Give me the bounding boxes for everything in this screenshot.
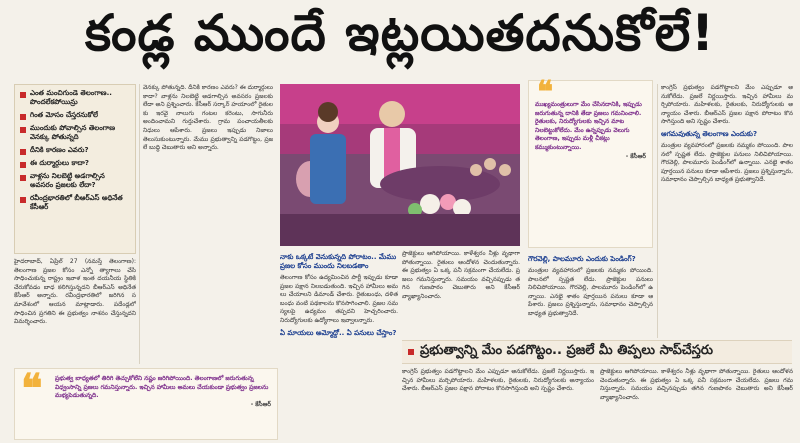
article-column-6: కాంగ్రెస్ ప్రభుత్వం పడగొట్టాలని మేం ఎప్పుడూ అనుకోలేదు. ప్రజలే నిర్ణయిస్తారు. ఇచ్చిన హామీలు మర్చిపోయారు. మహిళలకు, రైతులకు, నిరుద్యోగులకు అన్యాయం చేశారు. బీఆర్‌ఎస్ ప్రజల పక్షాన పోరాటం కొనసాగిస్తుంది అని స్పష్టం చేశారు. ఆగమవుతున్న తెలంగాణ ఎందుకు? మంత్రుల వ్యవహారంలో ప్రజలకు నమ్మకం పోయింది. పాలనలో స్పష్టత లేదు. ప్రాజెక్టుల పనులు నిలిచిపోయాయి. గౌరవెల్లి, పాలమూరు పెండింగ్‌లో ఉన్నాయి. ఎనభై శాతం పూర్తయిన పనులు కూడా ఆపేశారు. ప్రజలు ప్రశ్నిస్తున్నారు, సమాధానం చెప్పాల్సిన బాధ్యత ప్రభుత్వానిదే. bbox=[661, 84, 793, 184]
column-divider bbox=[139, 84, 140, 364]
quote-icon: ❝ bbox=[21, 365, 43, 412]
article-column-2: వెనక్కు పోతున్నది. దీనికి కారణం ఎవరు? ఈ దుర్మార్గులు కాదా? వాళ్లను నిలబెట్టి అడగాల్సిన అవసరం ప్రజలకు లేదా అని ప్రశ్నించారు. కేసీఆర్ సర్కార్ హయాంలో రైతులకు ఇరవై నాలుగు గంటల కరెంటు, సాగునీరు అందించామని గుర్తుచేశారు. గ్రామ పంచాయతీలకు నిధులు ఆపేశారు. ప్రజలు ఇప్పుడు నిజాలు తెలుసుకుంటున్నారు. మేము ప్రభుత్వాన్ని పడగొట్టం, ప్రజలే బుద్ధి చెబుతారు అని అన్నారు. bbox=[143, 84, 273, 152]
bullet-icon bbox=[20, 127, 26, 133]
article-column-3: నాకు ఒక్కటే వెనుకున్నది పోరాటం.. మేము ప్రజల కోసం ముందు నిలబడతాం తెలంగాణ కోసం ఉద్యమించిన పార్టీ ఇప్పుడు కూడా ప్రజల పక్షాన నిలబడుతుంది. ఇచ్చిన హామీలు అమలు చేయాలని డిమాండ్ చేశారు. రైతుబంధు, దళితబంధు వంటి పథకాలను కొనసాగించాలి. ప్రజల సమస్యలపై ఉద్యమం తప్పదని హెచ్చరించారు. నిరుద్యోగులకు ఉద్యోగాలు ఇవ్వాలన్నారు. ఏ మాయలు అమ్మోద్దో.. ఏ పనులు చేస్తాం? bbox=[280, 253, 398, 337]
headline-text: కండ్ల ముందే ఇట్లయితదనుకోలే! bbox=[85, 3, 715, 62]
article-column-1: హైదరాబాద్, ఏప్రిల్ 27 (నమస్తే తెలంగాణ): తెలంగాణ ప్రజల కోసం ఎన్నో త్యాగాలు చేసి సాధించుకున్న రాష్ట్రం ఇవాళ ఇంత దయనీయ స్థితికి చేరుకోవడం బాధ కలిగిస్తున్నదని బీఆర్‌ఎస్ అధినేత కేసీఆర్ అన్నారు. రవీంద్రభారతిలో జరిగిన సమావేశంలో ఆయన మాట్లాడారు. పదేండ్లలో సాధించిన ప్రగతిని ఈ ప్రభుత్వం నాశనం చేస్తున్నదని విమర్శించారు. bbox=[14, 258, 136, 326]
article-column-8: ప్రాజెక్టులు ఆగిపోయాయి. కాళేశ్వరం నీళ్లు వృథాగా పోతున్నాయి. రైతులు ఆందోళన చెందుతున్నారు. ఈ ప్రభుత్వం ఏ ఒక్క పనీ సక్రమంగా చేయలేదు. ప్రజలు గమనిస్తున్నారు. సమయం వచ్చినప్పుడు తగిన గుణపాఠం చెబుతారు అని కేసీఆర్ వ్యాఖ్యానించారు. bbox=[600, 368, 793, 401]
highlights-box bbox=[14, 84, 136, 254]
bullet-icon bbox=[20, 197, 26, 203]
column-divider bbox=[657, 84, 658, 338]
bullet-icon bbox=[20, 175, 26, 181]
highlight-item: రవీంద్రభారతిలో బీఆర్‌ఎస్‌ అధినేత కేసీఆర్‌ bbox=[20, 194, 130, 212]
pull-quote-2: ❝ ముఖ్యమంత్రులుగా మేం చేసినదానికి, ఇప్పుడు జరుగుతున్న దానికి తేడా ప్రజలు గమనించాలి. రైతులకు, నిరుద్యోగులకు ఇచ్చిన మాట నిలబెట్టుకోలేదు. మేం ఉన్నప్పుడు వెలుగు తెలంగాణ, ఇప్పుడు మళ్లీ చీకట్లు కమ్ముకుంటున్నాయి. - కేసీఆర్ bbox=[528, 80, 653, 248]
highlight-item: దీనికి కారణం ఎవరు? bbox=[20, 146, 130, 155]
headline bbox=[0, 0, 800, 78]
bullet-icon bbox=[408, 349, 414, 355]
highlight-item: గింత మోసం చేస్తరనుకోలే bbox=[20, 111, 130, 120]
article-column-4: ప్రాజెక్టులు ఆగిపోయాయి. కాళేశ్వరం నీళ్లు వృథాగా పోతున్నాయి. రైతులు ఆందోళన చెందుతున్నారు. ఈ ప్రభుత్వం ఏ ఒక్క పనీ సక్రమంగా చేయలేదు. ప్రజలు గమనిస్తున్నారు. సమయం వచ్చినప్పుడు తగిన గుణపాఠం చెబుతారు అని కేసీఆర్ వ్యాఖ్యానించారు. bbox=[402, 250, 520, 300]
bullet-icon bbox=[20, 114, 26, 120]
event-photo bbox=[280, 84, 520, 246]
pull-quote-1: ❝ ప్రభుత్వ బాధ్యతలో తిరిగి తెచ్చుకోలేని నష్టం జరిగిపోయింది. తెలంగాణలో జరుగుతున్న విధ్వంసాన్ని ప్రజలు గమనిస్తున్నారు. ఇచ్చిన హామీలు అమలు చేయకుండా ప్రభుత్వం ప్రజలను మభ్యపెడుతున్నది. - కేసీఆర్ bbox=[14, 368, 278, 440]
highlight-item: ఎంత మంచిగుండె తెలంగాణ.. పొందలేకపోయిన్రు bbox=[20, 89, 130, 107]
bullet-icon bbox=[20, 92, 26, 98]
bullet-icon bbox=[20, 149, 26, 155]
highlight-item: వాళ్లను నిలబెట్టి అడగాల్సిన అవసరం ప్రజలకు లేదా? bbox=[20, 172, 130, 190]
highlight-item: ఈ దుర్మార్గులు కాదా? bbox=[20, 159, 130, 168]
highlight-item: ముందుకు పోవాల్సిన తెలంగాణ వెనక్కు పోతున్నది bbox=[20, 124, 130, 142]
article-column-5: గౌరవెల్లి, పాలమూరు ఎందుకు పెండింగ్? మంత్రుల వ్యవహారంలో ప్రజలకు నమ్మకం పోయింది. పాలనలో స్పష్టత లేదు. ప్రాజెక్టుల పనులు నిలిచిపోయాయి. గౌరవెల్లి, పాలమూరు పెండింగ్‌లో ఉన్నాయి. ఎనభై శాతం పూర్తయిన పనులు కూడా ఆపేశారు. ప్రజలు ప్రశ్నిస్తున్నారు, సమాధానం చెప్పాల్సిన బాధ్యత ప్రభుత్వానిదే. bbox=[528, 255, 653, 317]
photo-illustration bbox=[280, 84, 520, 246]
bullet-icon bbox=[20, 162, 26, 168]
article-column-7: కాంగ్రెస్ ప్రభుత్వం పడగొట్టాలని మేం ఎప్పుడూ అనుకోలేదు. ప్రజలే నిర్ణయిస్తారు. ఇచ్చిన హామీలు మర్చిపోయారు. మహిళలకు, రైతులకు, నిరుద్యోగులకు అన్యాయం చేశారు. బీఆర్‌ఎస్ ప్రజల పక్షాన పోరాటం కొనసాగిస్తుంది అని స్పష్టం చేశారు. bbox=[402, 368, 594, 393]
quote-icon: ❝ bbox=[537, 75, 554, 110]
section-banner: ప్రభుత్వాన్ని మేం పడగొట్టం.. ప్రజలే మీ తిప్పలు సాప్‌చేస్తరు bbox=[402, 340, 792, 364]
